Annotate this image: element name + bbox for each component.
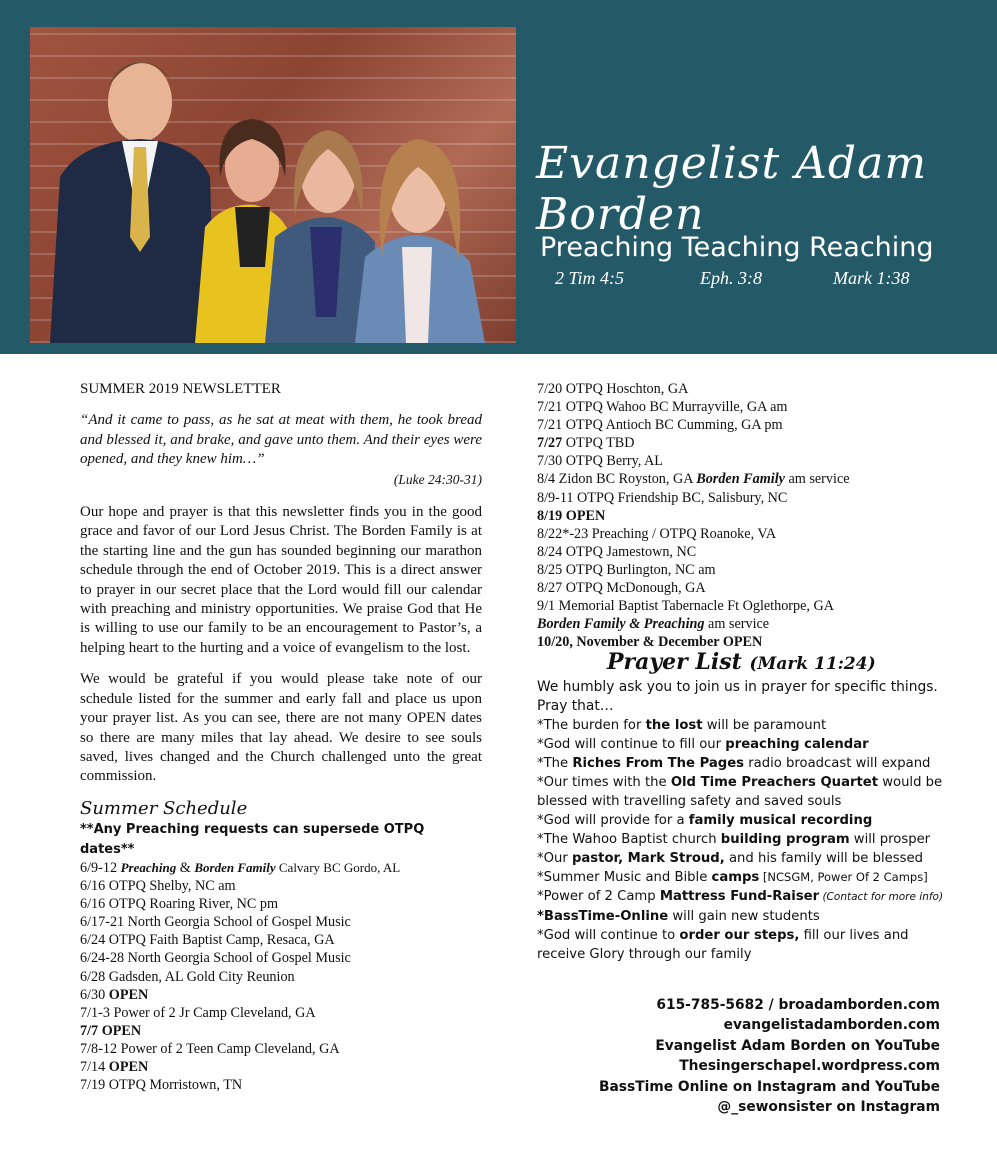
schedule-list-left (80, 859, 482, 1094)
list-item: 9/1 Memorial Baptist Tabernacle Ft Oglethorpe, GA (537, 598, 835, 615)
event-text: 8/4 Zidon BC Royston, GA (537, 471, 697, 488)
event-text: am service (704, 616, 770, 633)
prayer-text: *God will provide for a (537, 812, 689, 828)
prayer-text: *The Wahoo Baptist church (537, 831, 721, 847)
list-item: 6/28 Gadsden, AL Gold City Reunion (80, 968, 295, 985)
contact-instagram[interactable]: @_sewonsister on Instagram (717, 1099, 940, 1116)
schedule-paragraph: We would be grateful if you would please take note of our schedule listed for the summer and early fall and place us upon your prayer list. As you can see, there are not many OPEN dates so there are many miles that lay ahead. We desire to see souls saved, lives changed and the Church challenged unto the great commission. (80, 671, 482, 785)
list-item (537, 887, 947, 907)
prayer-emphasis: order our steps, (679, 927, 800, 943)
list-item: 7/8-12 Power of 2 Teen Camp Cleveland, GA (80, 1040, 340, 1057)
verse-ref-1: 2 Tim 4:5 (555, 268, 625, 288)
list-item (537, 470, 947, 488)
contact-phone-site[interactable]: 615-785-5682 / broadamborden.com (656, 997, 940, 1013)
list-item: 7/1-3 Power of 2 Jr Camp Cleveland, GA (80, 1004, 316, 1021)
prayer-text: will prosper (849, 831, 931, 847)
right-column (537, 380, 947, 964)
list-item: 6/17-21 North Georgia School of Gospel Music (80, 914, 351, 931)
event-text: Calvary BC Gordo, AL (275, 859, 401, 875)
list-item: 7/21 OTPQ Antioch BC Cumming, GA pm (537, 417, 783, 434)
schedule-list-right (537, 380, 947, 651)
prayer-title-ref: (Mark 11:24) (749, 654, 876, 675)
prayer-text: *Summer Music and Bible (537, 869, 712, 885)
list-item (537, 868, 947, 887)
list-item (537, 735, 947, 754)
list-item (537, 830, 947, 849)
contact-block (599, 995, 940, 1117)
prayer-emphasis: building program (720, 831, 850, 847)
list-item (80, 1022, 482, 1040)
schedule-heading: Summer Schedule (80, 797, 248, 819)
list-item (80, 1058, 482, 1076)
list-item: 8/9-11 OTPQ Friendship BC, Salisbury, NC (537, 489, 788, 506)
event-text: am service (784, 471, 850, 488)
prayer-text: *Power of 2 Camp (537, 888, 660, 904)
list-item: 7/30 OTPQ Berry, AL (537, 453, 663, 470)
list-item (537, 907, 947, 926)
list-item (537, 754, 947, 773)
prayer-text: will gain new students (668, 908, 820, 924)
list-item (537, 811, 947, 830)
prayer-text: radio broadcast will expand (744, 755, 931, 771)
prayer-title-text: Prayer List (607, 649, 742, 676)
prayer-intro: We humbly ask you to join us in prayer for specific things. Pray that… (537, 678, 938, 714)
verse-ref-2: Eph. 3:8 (700, 268, 762, 288)
list-item: 8/25 OTPQ Burlington, NC am (537, 561, 716, 578)
list-item (80, 859, 482, 877)
list-item: 6/16 OTPQ Roaring River, NC pm (80, 896, 279, 913)
contact-basstime[interactable]: BassTime Online on Instagram and YouTube (598, 1078, 940, 1095)
prayer-text: and his family will be blessed (724, 850, 923, 866)
prayer-text: [NCSGM, Power Of 2 Camps] (759, 869, 928, 884)
prayer-emphasis: *BassTime-Online (537, 908, 669, 924)
prayer-text: *God will continue to fill our (537, 736, 726, 752)
scripture-quote: “And it came to pass, as he sat at meat with them, he took bread and blessed it, and brake, and gave unto them. And their eyes were opened, and they knew him…” (80, 412, 482, 468)
list-item: 7/20 OTPQ Hoschton, GA (537, 381, 689, 397)
date-text: 8/19 (537, 507, 566, 524)
open-label: OPEN (101, 1022, 142, 1039)
list-item (80, 986, 482, 1004)
list-item (537, 716, 947, 735)
prayer-text: would be blessed with travelling safety and saved souls (537, 774, 943, 809)
verse-ref-3: Mark 1:38 (833, 268, 910, 288)
prayer-emphasis: Riches From The Pages (572, 755, 745, 771)
date-text: 6/30 (80, 986, 109, 1003)
prayer-emphasis: camps (711, 869, 760, 885)
prayer-emphasis: family musical recording (688, 812, 873, 828)
family-photo-illustration (30, 27, 516, 343)
date-text: 6/9-12 (80, 859, 121, 876)
contact-blog[interactable]: Thesingerschapel.wordpress.com (679, 1058, 940, 1075)
intro-paragraph: Our hope and prayer is that this newsletter finds you in the good grace and favor of our Lord Jesus Christ. The Borden Family is at the starting line and the gun has sounded beginning our marathon schedule through the end of October 2019. This is a direct answer to prayer in our secret place that the Lord would fill our calendar with preaching and ministry opportunities. We praise God that He is willing to use our family to be an encouragement to Pastor’s, a helping heart to the hurting and a voice of evangelism to the lost. (80, 504, 482, 656)
family-photo (30, 27, 516, 343)
list-item (537, 615, 947, 633)
prayer-emphasis: Mattress Fund-Raiser (659, 888, 820, 904)
prayer-list-heading (607, 649, 947, 676)
event-text: OTPQ TBD (562, 435, 635, 452)
prayer-note: (Contact for more info) (819, 890, 944, 903)
open-label: OPEN (108, 1058, 149, 1075)
schedule-note: **Any Preaching requests can supersede OTPQ dates** (80, 822, 425, 857)
list-item: 6/24-28 North Georgia School of Gospel Music (80, 950, 351, 967)
list-item: 8/24 OTPQ Jamestown, NC (537, 543, 697, 560)
prayer-emphasis: preaching calendar (725, 736, 869, 752)
prayer-emphasis: pastor, Mark Stroud, (571, 850, 725, 866)
list-item: 10/20, November & December OPEN (537, 634, 763, 651)
list-item: 6/16 OTPQ Shelby, NC am (80, 878, 236, 895)
date-text: 7/27 (537, 435, 563, 452)
prayer-text: will be paramount (702, 717, 827, 733)
contact-website[interactable]: evangelistadamborden.com (723, 1017, 940, 1034)
event-emphasis: Borden Family (696, 471, 785, 488)
prayer-emphasis: the lost (645, 717, 703, 733)
list-item: 8/27 OTPQ McDonough, GA (537, 580, 706, 597)
list-item (537, 507, 947, 525)
prayer-text: *Our (537, 850, 572, 866)
list-item (537, 434, 947, 452)
left-column (80, 380, 482, 1094)
open-label: OPEN (565, 507, 606, 524)
event-text: & (176, 859, 195, 876)
prayer-text: *Our times with the (537, 774, 671, 790)
prayer-text: *The (537, 755, 573, 771)
list-item: 7/21 OTPQ Wahoo BC Murrayville, GA am (537, 399, 788, 416)
prayer-text: fill our lives and receive Glory through our family (537, 927, 909, 962)
tagline: Preaching Teaching Reaching (540, 232, 934, 263)
newsletter-title: SUMMER 2019 NEWSLETTER (80, 381, 281, 397)
prayer-list (537, 716, 947, 964)
event-emphasis: Preaching (120, 859, 177, 875)
list-item (537, 773, 947, 811)
list-item: 7/19 OTPQ Morristown, TN (80, 1077, 243, 1094)
prayer-emphasis: Old Time Preachers Quartet (670, 774, 879, 790)
header-banner (0, 0, 997, 354)
list-item: 8/22*-23 Preaching / OTPQ Roanoke, VA (537, 525, 777, 542)
contact-youtube[interactable]: Evangelist Adam Borden on YouTube (655, 1037, 940, 1054)
prayer-text: *The burden for (537, 717, 646, 733)
event-emphasis: Borden Family (194, 859, 276, 875)
date-text: 7/14 (80, 1058, 109, 1075)
event-emphasis: Borden Family & Preaching (537, 616, 705, 633)
open-label: OPEN (108, 986, 149, 1003)
date-text: 7/7 (80, 1022, 102, 1039)
list-item: 6/24 OTPQ Faith Baptist Camp, Resaca, GA (80, 932, 335, 949)
prayer-text: *God will continue to (537, 927, 680, 943)
list-item (537, 849, 947, 868)
brand-title: Evangelist Adam Borden (536, 138, 928, 240)
list-item (537, 926, 947, 964)
scripture-ref: (Luke 24:30-31) (393, 471, 482, 487)
